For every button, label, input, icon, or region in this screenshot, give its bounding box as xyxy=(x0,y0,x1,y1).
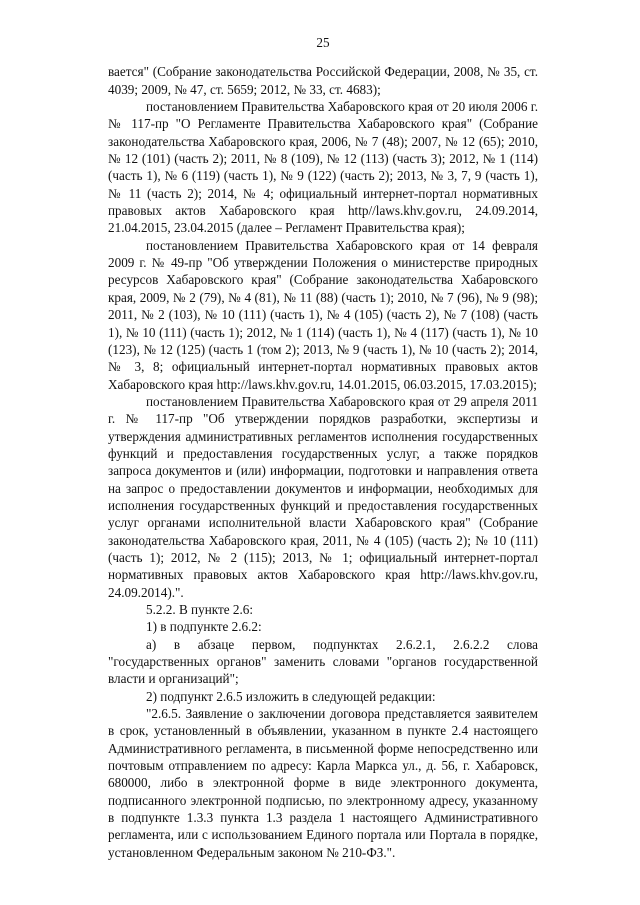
paragraph: а) в абзаце первом, подпунктах 2.6.2.1, 2.6.2.2 слова "государственных органов" заменить словами "органов государственной власти и организаций"; xyxy=(108,636,538,687)
paragraph: "2.6.5. Заявление о заключении договора представляется заявителем в срок, установленный в объявлении, указанном в пункте 2.4 настоящего Административного регламента, в письменной форме непосредственно или почтовым отправлением по адресу: Карла Маркса ул., д. 56, г. Хабаровск, 680000, либо в электронной форме в виде электронного документа, подписанного электронной подписью, по электронному адресу, указанному в подпункте 1.3.3 пункта 1.3 раздела 1 настоящего Административного регламента, или с использованием Единого портала или Портала в порядке, установленном Федеральным законом № 210-ФЗ.". xyxy=(108,706,538,860)
paragraph: вается" (Собрание законодательства Российской Федерации, 2008, № 35, ст. 4039; 2009, № 47, ст. 5659; 2012, № 33, ст. 4683); xyxy=(108,64,538,97)
paragraph: 5.2.2. В пункте 2.6: xyxy=(146,602,254,617)
paragraph: 2) подпункт 2.6.5 изложить в следующей редакции: xyxy=(146,688,436,704)
paragraph: постановлением Правительства Хабаровского края от 20 июля 2006 г. № 117-пр "О Регламенте Правительства Хабаровского края" (Собрание законодательства Хабаровского края, 2006, № 7 (48); 2007, № 12 (65); 2010, № 12 (101) (часть 2); 2011, № 8 (109), № 12 (113) (часть 3); 2012, № 1 (114) (часть 1), № 6 (119) (часть 1), № 9 (122) (часть 2); 2013, № 3, 7, 9 (часть 1), № 11 (часть 2); 2014, № 4; официальный интернет-портал нормативных правовых актов Хабаровского края http//laws.khv.gov.ru, 24.09.2014, 21.04.2015, 23.04.2015 (далее – Регламент Правительства края); xyxy=(108,99,538,236)
page-number: 25 xyxy=(316,35,330,50)
document-body xyxy=(108,63,538,861)
paragraph: 1) в подпункте 2.6.2: xyxy=(146,619,262,635)
document-page xyxy=(108,34,538,861)
paragraph: постановлением Правительства Хабаровского края от 14 февраля 2009 г. № 49-пр "Об утверждении Положения о министерстве природных ресурсов Хабаровского края" (Собрание законодательства Хабаровского края, 2009, № 2 (79), № 4 (81), № 11 (88) (часть 1); 2010, № 7 (96), № 9 (98); 2011, № 2 (103), № 10 (111) (часть 1), № 4 (105) (часть 2), № 7 (108) (часть 1), № 10 (111) (часть 1); 2012, № 1 (114) (часть 1), № 4 (117) (часть 1), № 10 (123), № 12 (125) (часть 1 (том 2); 2013, № 9 (часть 1), № 10 (часть 2); 2014, № 3, 8; официальный интернет-портал нормативных правовых актов Хабаровского края http://laws.khv.gov.ru, 14.01.2015, 06.03.2015, 17.03.2015); xyxy=(108,237,538,392)
paragraph: постановлением Правительства Хабаровского края от 29 апреля 2011 г. № 117-пр "Об утверждении порядков разработки, экспертизы и утверждения административных регламентов исполнения государственных функций и предоставления государственных услуг, а также порядков запроса документов и (или) информации, подготовки и направления ответа на запрос о предоставлении документов и информации, необходимых для исполнения государственных функций и предоставления государственных услуг органами исполнительной власти Хабаровского края" (Собрание законодательства Хабаровского края, 2011, № 4 (105) (часть 2); № 10 (111) (часть 1); 2012, № 2 (115); 2013, № 1; официальный интернет-портал нормативных правовых актов Хабаровского края http://laws.khv.gov.ru, 24.09.2014).". xyxy=(108,393,538,600)
